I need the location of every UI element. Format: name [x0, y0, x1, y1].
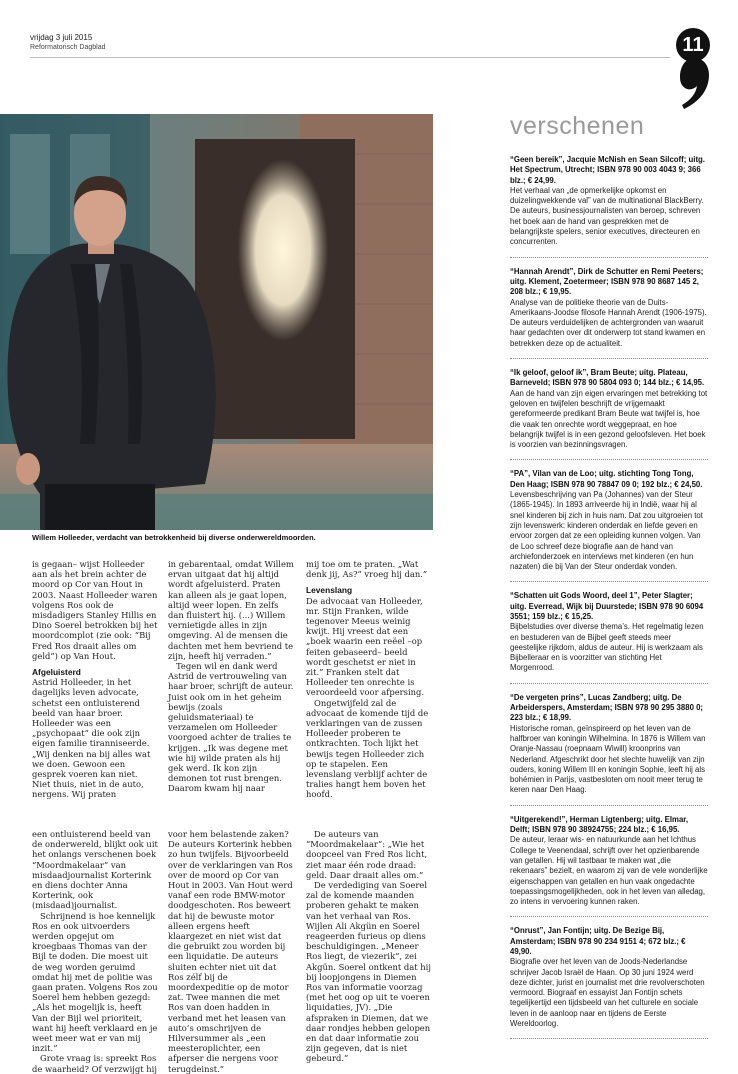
article-photo — [0, 114, 433, 530]
book-entry-heading: “Hannah Arendt”, Dirk de Schutter en Remi Peeters; uitg. Klement, Zoetermeer; ISBN 978 90 8687 145 2, 208 blz.; € 19,95. — [510, 266, 704, 297]
book-entry — [510, 365, 708, 460]
article-top-column-1 — [32, 559, 158, 800]
book-entry-description: De auteur, leraar wis- en natuurkunde aan het Ichthus College te Veenendaal, schrijft over het opzienbarende van getallen. Hij wil tastbaar te maken wat „die rekenaars” bezielt, en waarom zij van de vele wonderlijke eigenschappen van getallen en hun vaak ongedachte toepassingsmogelijkheden, ook in het leven van alledag, zo intens in vervoering kunnen raken. — [510, 835, 708, 907]
paragraph: mij toe om te praten. „Wat denk jij, As?” vroeg hij dan.” — [306, 559, 428, 580]
book-entry — [510, 466, 708, 582]
paragraph: De verdediging van Soerel zal de komende maanden proberen gehakt te maken van het verhaal van Ros. Wijlen Ali Akgün en Soerel reageerden furieus op diens beschuldigingen. „Meneer Ros liegt, de viezerik”, zei Akgün. Soerel ontkent dat hij bij loopjongens in Diemen Ros van informatie voorzag (met het oog op uit te voeren liquidaties, JV). „Die afspraken in Diemen, dat we daar rondjes hebben gelopen en dat daar informatie zou zijn gegeven, dat is niet gebeurd.” — [306, 880, 431, 1064]
subheading: Afgeluisterd — [32, 667, 81, 678]
book-entry — [510, 264, 708, 359]
page-header — [30, 33, 662, 52]
photo-illustration — [0, 114, 433, 530]
paragraph: Astrid Holleeder, in het dagelijks leven advocate, schetst een ontluisterend beeld van haar broer. Holleeder was een „psychopaat” die ook zijn eigen familie tiranniseerde. „Wij denken na bij alles wat we doen. Gewoon een gesprek voeren kan niet. Niet thuis, niet in de auto, nergens. Wij praten — [32, 677, 151, 800]
book-entry — [510, 812, 708, 918]
article-bottom-column-3 — [306, 829, 434, 1064]
book-entry-heading: “Uitgerekend!”, Herman Ligtenberg; uitg. Elmar, Delft; ISBN 978 90 38924755; 224 blz.; € 16,95. — [510, 814, 689, 835]
book-entry-description: Historische roman, geïnspireerd op het leven van de halfbroer van koningin Wilhelmina. In 1876 is Willem van Oranje-Nassau (roepnaam Wiwill) kroonprins van Nederland. Afgeschrikt door het slechte huwelijk van zijn ouders, koning Willem III en koningin Sophie, leeft hij als bohémien in Parijs, vastbesloten om nooit meer terug te keren naar Den Haag. — [510, 723, 706, 795]
book-entry-heading: “Ik geloof, geloof ik”, Bram Beute; uitg. Plateau, Barneveld; ISBN 978 90 5804 093 0; 144 blz.; € 14,95. — [510, 368, 705, 388]
paragraph: in gebarentaal, omdat Willem ervan uitgaat dat hij altijd wordt afgeluisterd. Praten kan alleen als je gaat lopen, altijd weer lopen. En zelfs dan fluistert hij. (...) Willem vernietigde alles in zijn omgeving. Al de mensen die dachten met hem bevriend te zijn, heeft hij verraden.” — [168, 559, 294, 661]
book-entry-heading: “Schatten uit Gods Woord, deel 1”, Peter Slagter; uitg. Everread, Wijk bij Duurstede; ISBN 978 90 6094 3551; 159 blz.; € 15,25. — [510, 591, 704, 621]
paragraph: voor hem belastende zaken? De auteurs Korterink hebben zo hun twijfels. Bijvoorbeeld over de verklaringen van Ros over de moord op Cor van Hout in 2003. Van Hout werd vanaf een rode BMW-motor doodgeschoten. Ros beweert dat hij de bewuste motor alleen ergens heeft klaargezet en niet wist dat die gebruikt zou worden bij een liquidatie. De auteurs sluiten echter niet uit dat Ros zélf bij de moordexpeditie op de motor zat. Twee mannen die met Ros van doen hadden in verband met het leasen van auto’s omschrijven de Hilversummer als „een meesteroplichter, een afperser die nergens voor terugdeinst.” — [168, 829, 293, 1074]
sidebar-title: verschenen — [510, 112, 645, 140]
photo-caption: Willem Holleeder, verdacht van betrokkenheid bij diverse onderwereldmoorden. — [32, 533, 316, 542]
paragraph: is gegaan– wijst Holleeder aan als het brein achter de moord op Cor van Hout in 2003. Naast Holleeder waren volgens Ros ook de misdadigers Stanley Hillis en Dino Soerel betrokken bij het moordcomplot (zie ook: “Bij Fred Ros draait alles om geld”) op Van Hout. — [32, 559, 158, 661]
article-top-column-3 — [306, 559, 434, 800]
book-entry — [510, 588, 708, 683]
page-number: 11 — [676, 28, 710, 62]
comma-logo-icon — [678, 56, 710, 110]
subheading: Levenslang — [306, 585, 353, 596]
book-entry — [510, 690, 708, 806]
book-entry-description: Analyse van de politieke theorie van de Duits-Amerikaans-Joodse filosofe Hannah Arendt (1906-1975). De auteurs verduidelijken de achtergronden van waaruit haar gedachten over dit onderwerp tot stand kwamen en betrekken deze op de actualiteit. — [510, 297, 707, 348]
book-entry-heading: “PA”, Vilan van de Loo; uitg. stichting Tong Tong, Den Haag; ISBN 978 90 78847 09 0; 192 blz.; € 24,50. — [510, 469, 703, 489]
paragraph: Schrijnend is hoe kennelijk Ros en ook uitvoerders werden opgejut om kroegbaas Thomas van der Bijl te doden. Die moest uit de weg worden geruimd omdat hij met de politie was gaan praten. Volgens Ros zou Soerel hem hebben gezegd: „Als het mogelijk is, heeft Van der Bijl wel prioriteit, want hij heeft verklaard en je weet meer wat er van mij inzit.” — [32, 910, 158, 1054]
book-entry-heading: “Geen bereik”, Jacquie McNish en Sean Silcoff; uitg. Het Spectrum, Utrecht; ISBN 978 90 003 4043 9; 366 blz.; € 24,99. — [510, 155, 705, 185]
article-bottom-column-2 — [168, 829, 294, 1074]
article-top-column-2 — [168, 559, 294, 794]
newspaper-name: Reformatorisch Dagblad — [30, 44, 106, 51]
book-entry-description: Levensbeschrijving van Pa (Johannes) van der Steur (1865-1945). In 1893 arriveerde hij in Indië, waar hij al snel kinderen bij zich in huis nam. Dat zou uitgroeien tot zijn levenswerk: kinderen onderdak en liefde geven en ervoor zorgen dat ze een opleiding kunnen volgen. Van de Loo schreef deze biografie aan de hand van archiefonderzoek en interviews met kinderen (en hun nazaten) die bij Van der Steur onderdak vonden. — [510, 490, 703, 572]
paragraph: Ongetwijfeld zal de advocaat de komende tijd de verklaringen van de zussen Holleeder proberen te ontkrachten. Toch lijkt het bewijs tegen Holleeder zich op te stapelen. Een levenslang verblijf achter de tralies hangt hem boven het hoofd. — [306, 697, 429, 800]
book-entry-description: Biografie over het leven van de Joods-Nederlandse schrijver Jacob Israël de Haan. Op 30 juni 1924 werd deze dichter, jurist en journalist met drie revolverschoten vermoord. Biograaf en essayist Jan Fontijn schets tegelijkertijd een tijdsbeeld van het culturele en sociale leven in de aanloop naar en tijdens de Eerste Wereldoorlog. — [510, 957, 705, 1029]
issue-date: vrijdag 3 juli 2015 — [30, 33, 93, 42]
book-entry — [510, 923, 708, 1039]
book-entry-description: Aan de hand van zijn eigen ervaringen met betrekking tot geloven en twijfelen beschrijft de vrijgemaakt gereformeerde predikant Bram Beute wat twijfel is, hoe die vaak ten onrechte wordt weggepraat, en hoe belangrijk twijfel is in een gezond geloofsleven. Het boek is voorzien van bezinningsvragen. — [510, 388, 708, 450]
paragraph: De advocaat van Holleeder, mr. Stijn Franken, wilde tegenover Meeus weinig kwijt. Hij vreest dat een „boek waarin een reëel –op feiten gebaseerd– beeld wordt geschetst er niet in zit.” Franken stelt dat Holleeder ten onrechte is veroordeeld voor afpersing. — [306, 595, 425, 698]
book-entry-heading: “De vergeten prins”, Lucas Zandberg; uitg. De Arbeiderspers, Amsterdam; ISBN 978 90 295 3880 0; 223 blz.; € 18,99. — [510, 692, 703, 723]
book-entry — [510, 152, 708, 258]
paragraph: een ontluisterend beeld van de onderwereld, blijkt ook uit het onlangs verschenen boek “Moordmakelaar” van misdaadjournalist Korterink en diens dochter Anna Korterink, ook (misdaad)journalist. — [32, 829, 158, 911]
paragraph: Grote vraag is: spreekt Ros de waarheid? Of verzwijgt hij — [32, 1053, 157, 1074]
paragraph: De auteurs van “Moordmakelaar”: „Wie het doopceel van Fred Ros licht, ziet maar één rode draad: geld. Daar draait alles om.” — [306, 829, 428, 880]
header-rule — [30, 57, 670, 58]
article-bottom-column-1 — [32, 829, 158, 1074]
book-entry-heading: “Onrust”, Jan Fontijn; uitg. De Bezige Bij, Amsterdam; ISBN 978 90 234 9151 4; 672 blz.; € 49,90. — [510, 926, 686, 956]
paragraph: Tegen wil en dank werd Astrid de vertrouweling van haar broer, schrijft de auteur. Juist ook om in het geheim bewijs (zoals geluidsmateriaal) te verzamelen om Holleeder voorgoed achter de tralies te krijgen. „Ik was degene met wie hij wilde praten als hij gek werd. Ik kon zijn demonen tot rust brengen. Daarom kwam hij naar — [168, 661, 294, 794]
book-entry-description: Bijbelstudies over diverse thema’s. Het regelmatig lezen en bestuderen van de Bijbel geeft steeds meer geestelijke rijkdom, aldus de auteur. Hij is werkzaam als Bijbelleraar en is voorzitter van stichting Het Morgenrood. — [510, 622, 704, 673]
book-entry-description: Het verhaal van „de opmerkelijke opkomst en duizelingwekkende val” van de multinational BlackBerry. De auteurs, businessjournalisten van beroep, schreven het boek aan de hand van gesprekken met de belangrijkste spelers, senior executives, directeuren en concurrenten. — [510, 185, 704, 247]
book-list — [510, 152, 708, 1045]
